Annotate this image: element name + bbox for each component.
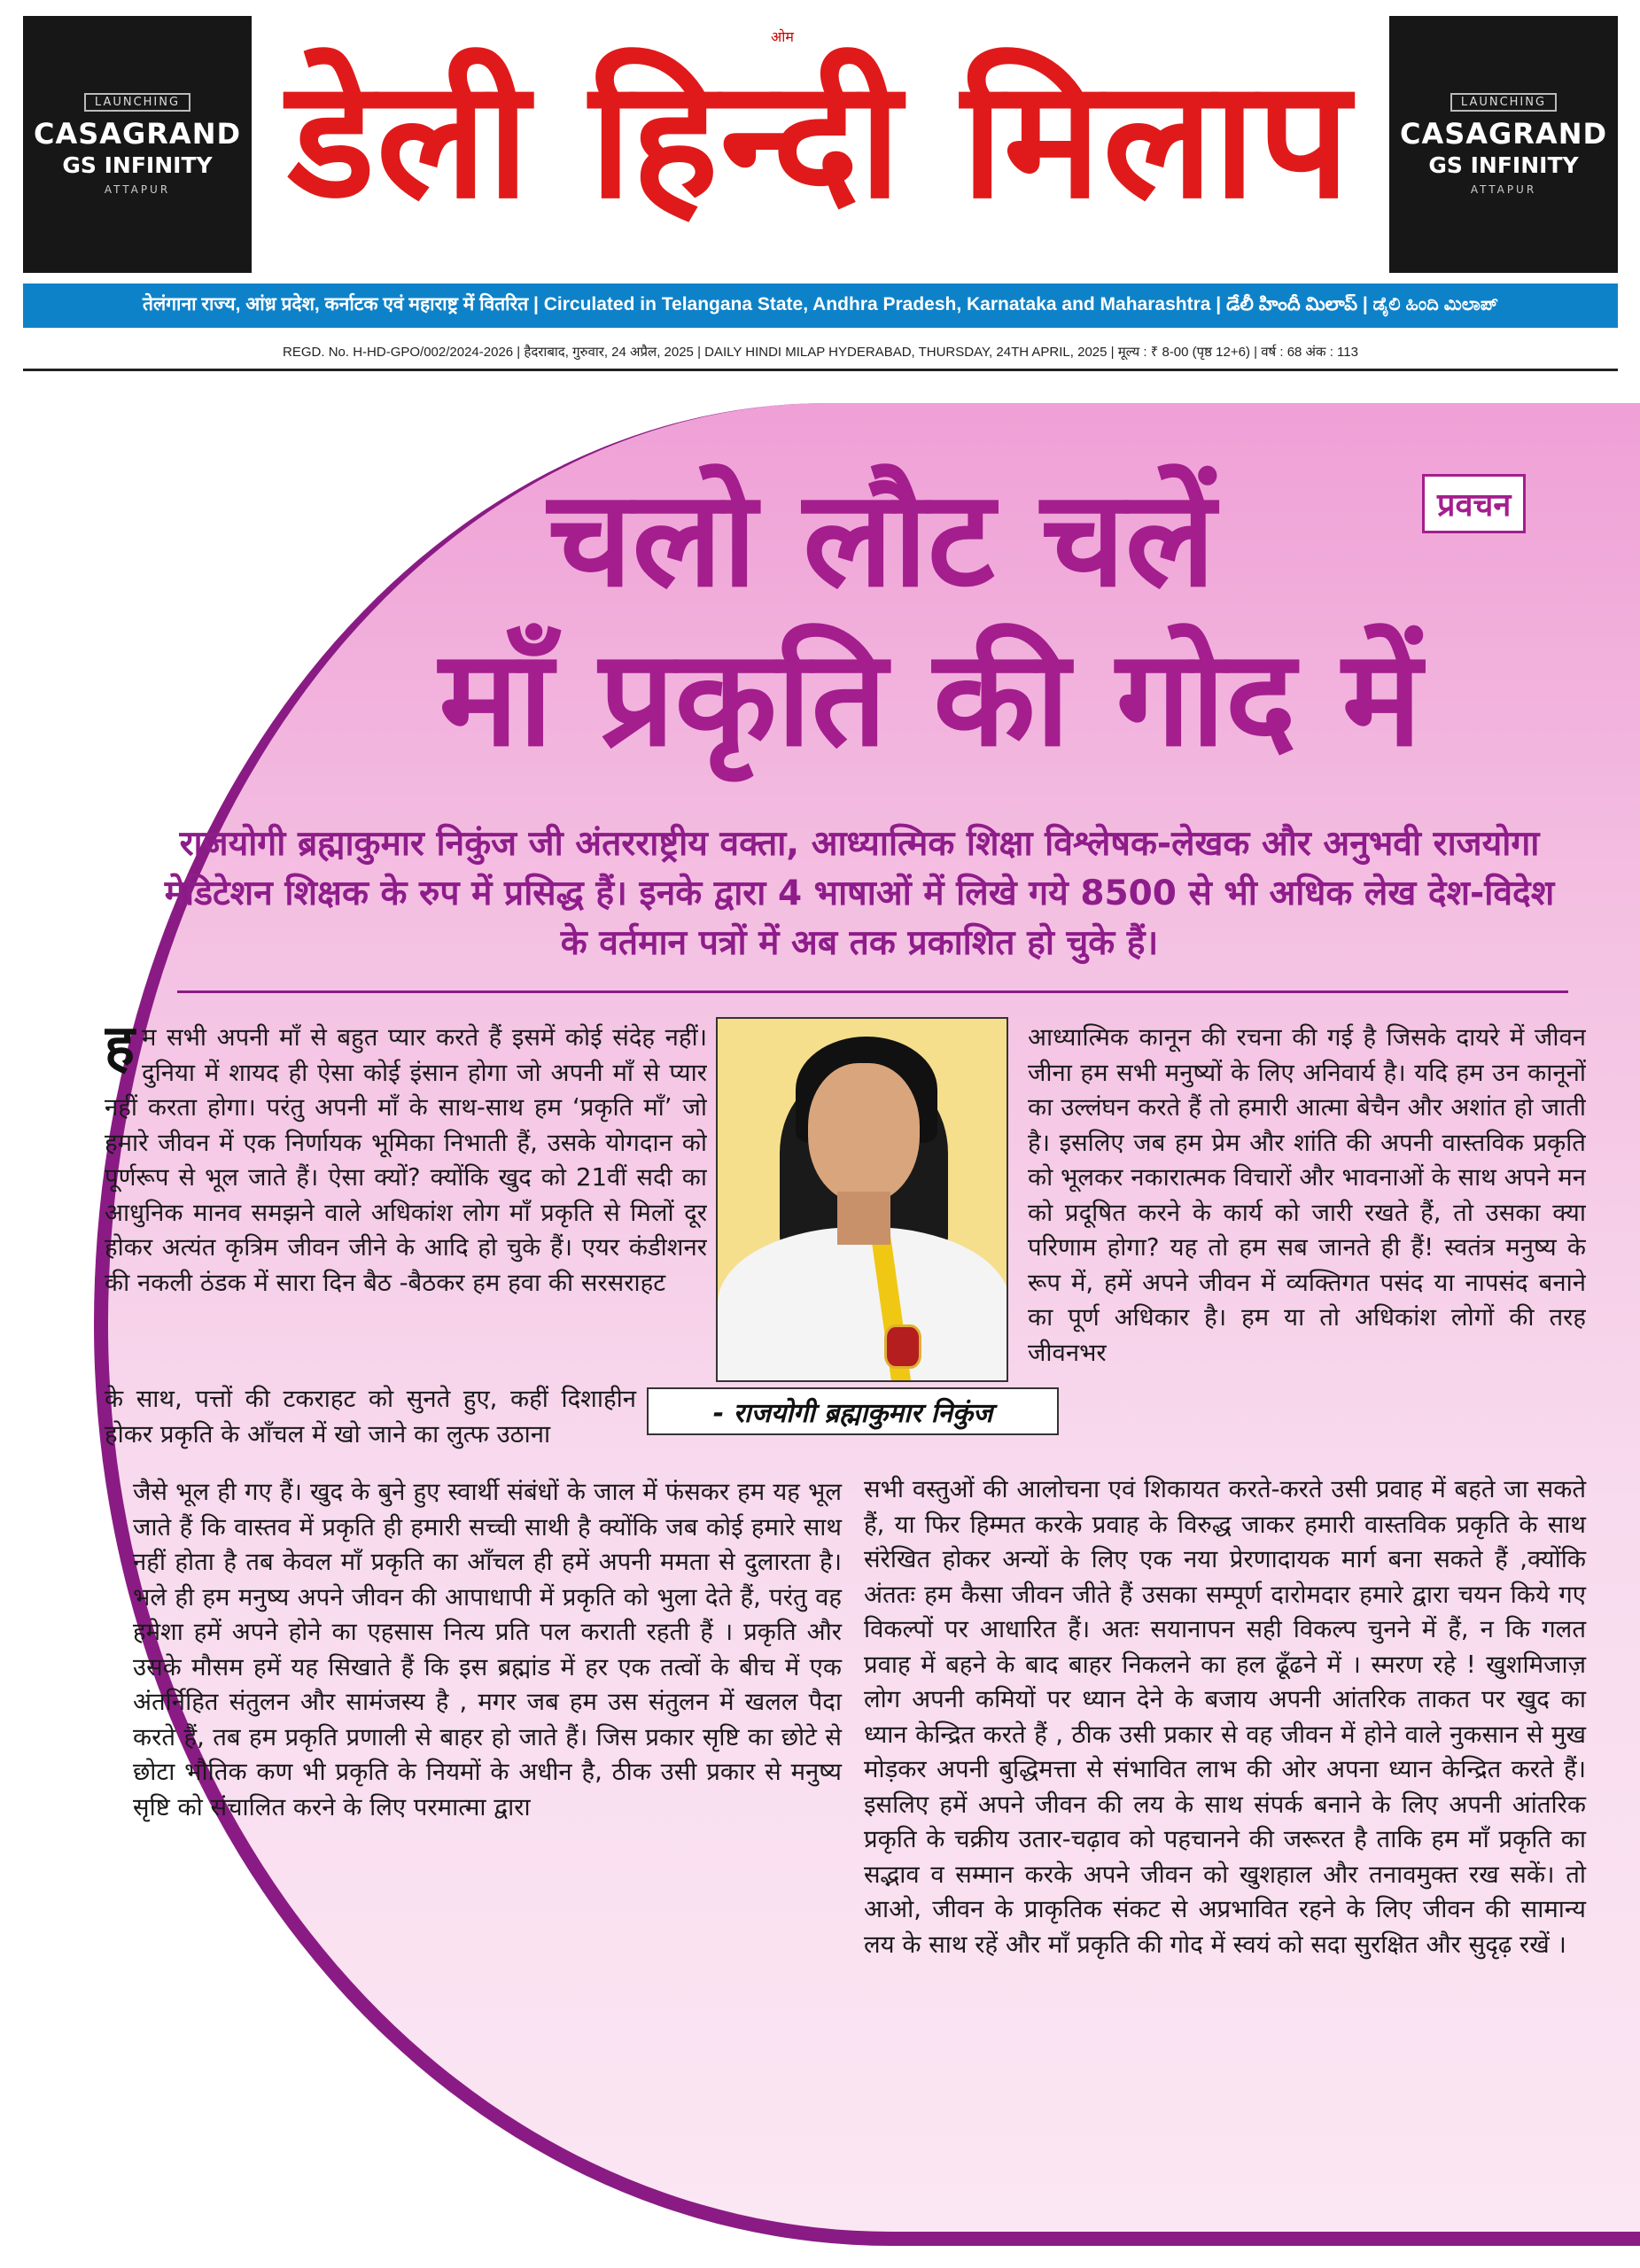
article-column-1c: [133, 1475, 842, 1825]
photo-caption: - राजयोगी ब्रह्माकुमार निकुंज: [647, 1387, 1059, 1435]
intro-divider: [177, 990, 1568, 993]
article-column-2: [1028, 1021, 1586, 1464]
article-column-3: [864, 1472, 1586, 1962]
article-column-1: [105, 1021, 707, 1437]
column-1c-text: जैसे भूल ही गए हैं। खुद के बुने हुए स्वार्थी संबंधों के जाल में फंसकर हम यह भूल जाते हैं कि वास्तव में प्रकृति ही हमारी सच्ची साथी है क्योंकि जब कोई हमारे साथ नहीं होता है तब केवल माँ प्रकृति का आँचल ही हमें अपनी ममता से दुलारता है। भले ही हम मनुष्य अपने जीवन की आपाधापी में प्रकृति को भुला देते हैं, परंतु वह हमेशा हमें अपने होने का एहसास नित्य प्रति पल कराती रहती हैं । प्रकृति और उसके मौसम हमें यह सिखाते हैं कि इस ब्रह्मांड में हर एक तत्वों के बीच में एक अंतर्निहित संतुलन और सामंजस्य है , मगर जब हम उस संतुलन में खलल पैदा करते हैं, तब हम प्रकृति प्रणाली से बाहर हो जाते हैं। जिस प्रकार सृष्टि का छोटे से छोटा भौतिक कण भी प्रकृति के नियमों के अधीन है, ठीक उसी प्रकार से मनुष्य सृष्टि को संचालित करने के लिए परमात्मा द्वारा: [133, 1478, 842, 1821]
masthead-tagline: ओम: [771, 28, 794, 45]
ad-subtitle: GS INFINITY: [1428, 152, 1579, 178]
ad-badge: LAUNCHING: [84, 93, 190, 112]
author-photo: [716, 1017, 1008, 1382]
ad-subtitle: GS INFINITY: [62, 152, 213, 178]
article-intro: राजयोगी ब्रह्माकुमार निकुंज जी अंतरराष्ट्रीय वक्ता, आध्यात्मिक शिक्षा विश्लेषक-लेखक और अनुभवी राजयोगा मेडिटेशन शिक्षक के रुप में प्रसिद्ध हैं। इनके द्वारा 4 भाषाओं में लिखे गये 8500 से भी अधिक लेख देश-विदेश के वर्तमान पत्रों में अब तक प्रकाशित हो चुके हैं।: [164, 824, 1555, 963]
photo-badge: [884, 1324, 921, 1369]
ad-left[interactable]: [23, 16, 252, 273]
circulation-bar: तेलंगाना राज्य, आंध्र प्रदेश, कर्नाटक एवं महाराष्ट्र में वितरित | Circulated in Telangana State, Andhra Pradesh, Karnataka and Maharashtra | డేలీ హిందీ మిలాప్ | ಡೈಲಿ ಹಿಂದಿ ಮಿಲಾಪ್: [23, 284, 1618, 328]
column-1-text: म सभी अपनी माँ से बहुत प्यार करते हैं इसमें कोई संदेह नहीं। दुनिया में शायद ही ऐसा कोई इंसान होगा जो अपनी माँ से प्यार नहीं करता होगा। परंतु अपनी माँ के साथ-साथ हम ‘प्रकृति माँ’ जो हमारे जीवन में एक निर्णायक भूमिका निभाती हैं, उसके योगदान को पूर्णरूप से भूल जाते हैं। ऐसा क्यों? क्योंकि खुद को 21वीं सदी का आधुनिक मानव समझने वाले अधिकांश लोग माँ प्रकृति से मिलों दूर होकर अत्यंत कृत्रिम जीवन जीने के आदि हो चुके हैं। एयर कंडीशनर की नकली ठंडक में सारा दिन बैठ -बैठकर हम हवा की सरसराहट: [105, 1023, 707, 1297]
column-2-text: आध्यात्मिक कानून की रचना की गई है जिसके दायरे में जीवन जीना हम सभी मनुष्यों के लिए अनिवार्य है। यदि हम उन कानूनों का उल्लंघन करते हैं तो हमारी आत्मा बेचैन और अशांत हो जाती है। इसलिए जब हम प्रेम और शांति की अपनी वास्तविक प्रकृति को भूलकर नकारात्मक विचारों और भावनाओं के साथ अपने मन को प्रदूषित करने के कार्य को जारी रखते हैं, तो उसका क्या परिणाम होगा? यह तो हम सब जानते ही हैं! स्वतंत्र मनुष्य के रूप में, हमें अपने जीवन में व्यक्तिगत पसंद या नापसंद बनाने का पूर्ण अधिकार है। हम या तो अधिकांश लोगों की तरह जीवनभर: [1028, 1023, 1586, 1367]
column-3-text: सभी वस्तुओं की आलोचना एवं शिकायत करते-करते उसी प्रवाह में बहते जा सकते हैं, या फिर हिम्मत करके प्रवाह के विरुद्ध जाकर हमारी वास्तविक प्रकृति के साथ संरेखित होकर अन्यों के लिए एक नया प्रेरणादायक मार्ग बना सकते हैं ,क्योंकि अंततः हम कैसा जीवन जीते हैं उसका सम्पूर्ण दारोमदार हमारे द्वारा चयन किये गए विकल्पों पर आधारित हैं। अतः सयानापन सही विकल्प चुनने में हैं, न कि गलत प्रवाह में बहने के बाद बाहर निकलने का हल ढूँढने में । स्मरण रहे ! खुशमिजाज़ लोग अपनी कमियों पर ध्यान देने के बजाय अपनी आंतरिक ताकत पर खुद का ध्यान केन्द्रित करते हैं , ठीक उसी प्रकार से वह जीवन में होने वाले नुकसान से मुख मोड़कर अपनी बुद्धिमत्ता से संभावित लाभ की ओर अपना ध्यान केन्द्रित करते हैं। इसलिए हमें अपने जीवन की लय के साथ संपर्क बनाने के लिए अपनी आंतरिक प्रकृति के चक्रीय उतार-चढ़ाव को पहचानने की जरूरत है ताकि हम माँ प्रकृति का सद्भाव व सम्मान करके अपने जीवन को खुशहाल और तनावमुक्त रख सकें। तो आओ, जीवन के प्राकृतिक संकट से अप्रभावित रहने के लिए जीवन की सामान्य लय के साथ रहें और माँ प्रकृति की गोद में स्वयं को सदा सुरक्षित और सुदृढ़ रखें ।: [864, 1475, 1586, 1959]
section-label: प्रवचन: [1422, 474, 1526, 533]
headline-line-2: माँ प्रकृति की गोद में: [439, 622, 1422, 776]
masthead-divider: [23, 369, 1618, 371]
drop-cap: ह: [105, 1021, 135, 1079]
ad-brand: CASAGRAND: [1399, 117, 1608, 151]
ad-right[interactable]: [1389, 16, 1618, 273]
ad-location: ATTAPUR: [1470, 183, 1537, 196]
headline-line-1: चलो लौट चलें: [548, 462, 1216, 617]
photo-body: [718, 1227, 1008, 1382]
photo-face: [808, 1063, 920, 1203]
column-1b-text: के साथ, पत्तों की टकराहट को सुनते हुए, कहीं दिशाहीन होकर प्रकृति के आँचल में खो जाने का लुत्फ उठाना: [105, 1385, 636, 1449]
article-column-1b: [105, 1382, 636, 1452]
ad-location: ATTAPUR: [104, 183, 171, 196]
newspaper-title: डेली हिन्दी मिलाप: [287, 43, 1352, 235]
ad-brand: CASAGRAND: [33, 117, 242, 151]
ad-badge: LAUNCHING: [1450, 93, 1557, 112]
registration-line: REGD. No. H-HD-GPO/002/2024-2026 | हैदराबाद, गुरुवार, 24 अप्रैल, 2025 | DAILY HINDI MILAP HYDERABAD, THURSDAY, 24TH APRIL, 2025 | मूल्य : ₹ 8-00 (पृष्ठ 12+6) | वर्ष : 68 अंक : 113: [283, 345, 1358, 360]
photo-neck: [837, 1192, 890, 1245]
